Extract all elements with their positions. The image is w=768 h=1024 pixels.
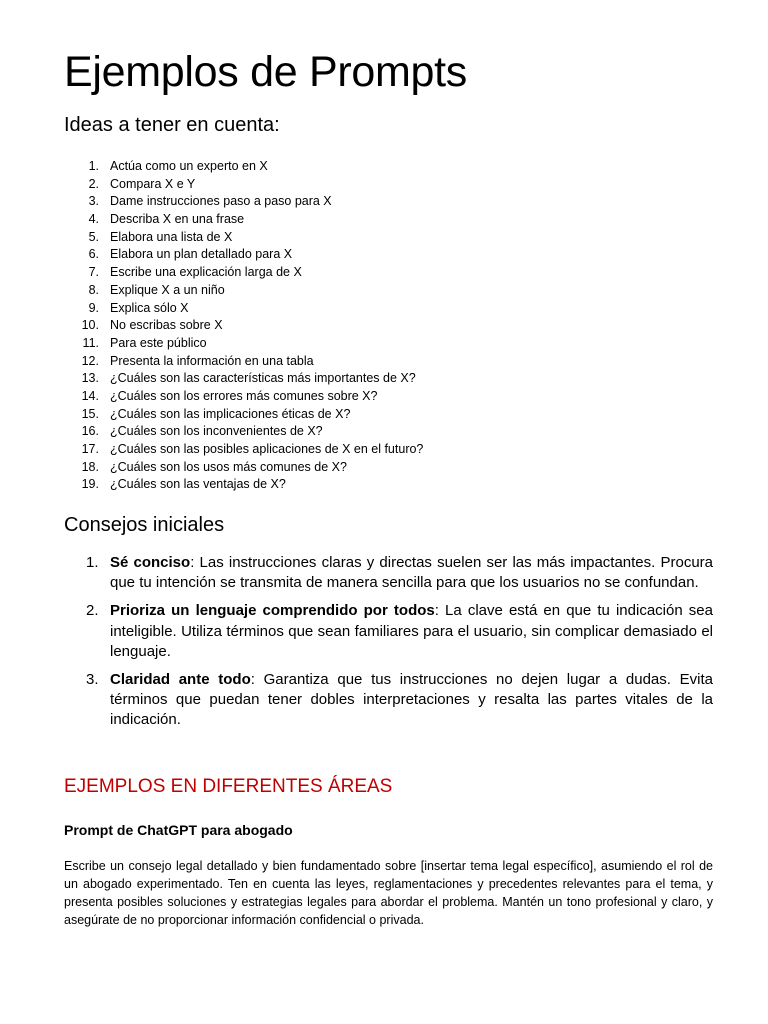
idea-item [64, 176, 423, 194]
idea-item [64, 246, 423, 264]
idea-text: Explica sólo X [110, 300, 189, 315]
idea-text: Escribe una explicación larga de X [110, 265, 302, 280]
ideas-heading: Ideas a tener en cuenta: [64, 114, 280, 136]
idea-item [64, 335, 423, 353]
idea-text: ¿Cuáles son las ventajas de X? [110, 477, 286, 492]
consejo-bold: Prioriza un lenguaje comprendido por todos [110, 602, 435, 620]
idea-item [64, 264, 423, 282]
idea-number: 18. [81, 459, 99, 474]
idea-item [64, 459, 423, 477]
idea-item [64, 406, 423, 424]
idea-text: Describa X en una frase [110, 212, 245, 227]
consejo-item [64, 670, 713, 731]
idea-item [64, 370, 423, 388]
idea-number: 11. [82, 335, 99, 350]
idea-number: 8. [88, 282, 99, 297]
consejo-bold: Claridad ante todo [110, 671, 251, 689]
idea-text: Dame instrucciones paso a paso para X [110, 194, 332, 209]
idea-number: 13. [81, 371, 99, 386]
idea-text: ¿Cuáles son las implicaciones éticas de X? [110, 406, 351, 421]
idea-number: 1. [88, 159, 99, 173]
idea-item [64, 388, 423, 406]
consejo-number: 3. [86, 671, 99, 689]
idea-item [64, 353, 423, 371]
idea-item [64, 300, 423, 318]
prompt-paragraph: Escribe un consejo legal detallado y bien fundamentado sobre [insertar tema legal específico], asumiendo el rol de un abogado experimentado. Ten en cuenta las leyes, reglamentaciones y precedentes relevantes para el tema, y presenta posibles soluciones y estrategias legales para abordar el problema. Mantén un tono profesional y claro, y asegúrate de no proporcionar información confidencial o privada. [64, 859, 713, 927]
idea-item [64, 211, 423, 229]
idea-number: 15. [81, 406, 99, 421]
idea-number: 16. [81, 424, 99, 439]
idea-item [64, 476, 423, 494]
areas-heading: EJEMPLOS EN DIFERENTES ÁREAS [64, 776, 393, 797]
consejos-heading: Consejos iniciales [64, 514, 225, 536]
idea-item [64, 282, 423, 300]
consejos-list [64, 553, 713, 739]
consejo-item [64, 553, 713, 593]
idea-number: 12. [81, 353, 99, 368]
idea-number: 4. [88, 212, 99, 227]
idea-item [64, 229, 423, 247]
idea-number: 5. [88, 229, 99, 244]
idea-text: ¿Cuáles son los inconvenientes de X? [110, 424, 323, 439]
idea-number: 10. [81, 318, 99, 333]
idea-text: ¿Cuáles son los errores más comunes sobre X? [110, 388, 378, 403]
idea-text: Para este público [110, 335, 207, 350]
idea-text: Compara X e Y [110, 176, 196, 191]
idea-text: Explique X a un niño [110, 282, 225, 297]
idea-number: 2. [88, 176, 99, 191]
consejo-number: 1. [86, 554, 99, 571]
idea-text: Presenta la información en una tabla [110, 353, 314, 368]
idea-number: 17. [81, 442, 99, 456]
page-title: Ejemplos de Prompts [64, 48, 467, 96]
idea-text: Actúa como un experto en X [110, 159, 268, 173]
idea-item [64, 193, 423, 211]
idea-item [64, 423, 423, 441]
idea-number: 6. [88, 247, 99, 262]
idea-number: 14. [81, 388, 99, 403]
idea-text: ¿Cuáles son las posibles aplicaciones de X en el futuro? [110, 442, 424, 456]
idea-number: 7. [88, 265, 99, 280]
consejo-text: : Garantiza que tus instrucciones no dejen lugar a dudas. Evita términos que puedan tener dobles interpretaciones y resalta las partes vitales de la indicación. [110, 671, 713, 729]
idea-text: Elabora una lista de X [110, 229, 233, 244]
consejo-text: : La clave está en que tu indicación sea inteligible. Utiliza términos que sean familiares para el usuario, sin complicar demasiado el lenguaje. [110, 602, 713, 660]
consejo-item [64, 601, 713, 662]
idea-number: 9. [88, 300, 99, 315]
idea-item [64, 158, 423, 176]
ideas-list [64, 158, 423, 494]
prompt-title: Prompt de ChatGPT para abogado [64, 822, 293, 838]
idea-number: 19. [81, 477, 99, 492]
consejo-bold: Sé conciso [110, 554, 191, 571]
idea-text: Elabora un plan detallado para X [110, 247, 293, 262]
idea-item [64, 317, 423, 335]
idea-text: No escribas sobre X [110, 318, 223, 333]
idea-number: 3. [88, 194, 99, 209]
consejo-number: 2. [86, 602, 99, 620]
idea-text: ¿Cuáles son las características más importantes de X? [110, 371, 416, 386]
idea-text: ¿Cuáles son los usos más comunes de X? [110, 459, 347, 474]
idea-item [64, 441, 423, 459]
consejo-text: : Las instrucciones claras y directas suelen ser las más impactantes. Procura que tu intención se transmita de manera sencilla para que los usuarios no se confundan. [110, 554, 713, 592]
